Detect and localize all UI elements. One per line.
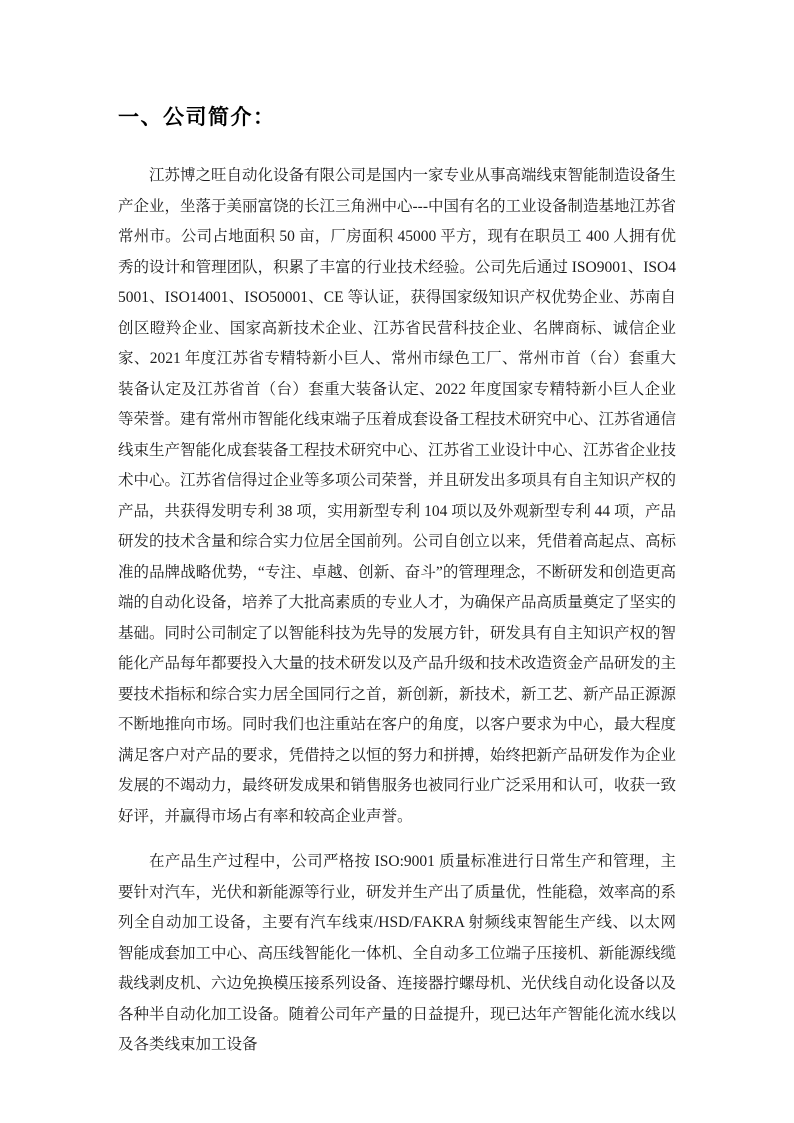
paragraph-company-intro: 江苏博之旺自动化设备有限公司是国内一家专业从事高端线束智能制造设备生产企业，坐落于美丽富饶的长江三角洲中心---中国有名的工业设备制造基地江苏省常州市。公司占地面积 50 亩，厂房面积 45000 平方，现有在职员工 400 人拥有优秀的设计和管理团队，积累了丰富的行业技术经验。公司先后通过 ISO9001、ISO45001、ISO14001、ISO50001、CE 等认证，获得国家级知识产权优势企业、苏南自创区瞪羚企业、国家高新技术企业、江苏省民营科技企业、名牌商标、诚信企业家、2021 年度江苏省专精特新小巨人、常州市绿色工厂、常州市首（台）套重大装备认定及江苏省首（台）套重大装备认定、2022 年度国家专精特新小巨人企业等荣誉。建有常州市智能化线束端子压着成套设备工程技术研究中心、江苏省通信线束生产智能化成套装备工程技术研究中心、江苏省工业设计中心、江苏省企业技术中心。江苏省信得过企业等多项公司荣誉，并且研发出多项具有自主知识产权的产品，共获得发明专利 38 项，实用新型专利 104 项以及外观新型专利 44 项，产品研发的技术含量和综合实力位居全国前列。公司自创立以来，凭借着高起点、高标准的品牌战略优势，“专注、卓越、创新、奋斗”的管理理念，不断研发和创造更高端的自动化设备，培养了大批高素质的专业人才，为确保产品高质量奠定了坚实的基础。同时公司制定了以智能科技为先导的发展方针，研发具有自主知识产权的智能化产品每年都要投入大量的技术研发以及产品升级和技术改造资金产品研发的主要技术指标和综合实力居全国同行之首，新创新，新技术，新工艺、新产品正源源不断地推向市场。同时我们也注重站在客户的角度，以客户要求为中心，最大程度满足客户对产品的要求，凭借持之以恒的努力和拼搏，始终把新产品研发作为企业发展的不竭动力，最终研发成果和销售服务也被同行业广泛采用和认可，收获一致好评，并赢得市场占有率和较高企业声誉。 bbox=[118, 167, 677, 825]
paragraph-production-overview: 在产品生产过程中，公司严格按 ISO:9001 质量标准进行日常生产和管理，主要针对汽车，光伏和新能源等行业，研发并生产出了质量优，性能稳，效率高的系列全自动加工设备，主要有汽车线束/HSD/FAKRA 射频线束智能生产线、以太网智能成套加工中心、高压线智能化一体机、全自动多工位端子压接机、新能源线缆裁线剥皮机、六边免换模压接系列设备、连接器拧螺母机、光伏线自动化设备以及各种半自动化加工设备。随着公司年产量的日益提升，现已达年产智能化流水线以及各类线束加工设备 bbox=[118, 853, 677, 1053]
section-heading: 一、公司简介： bbox=[118, 106, 276, 129]
